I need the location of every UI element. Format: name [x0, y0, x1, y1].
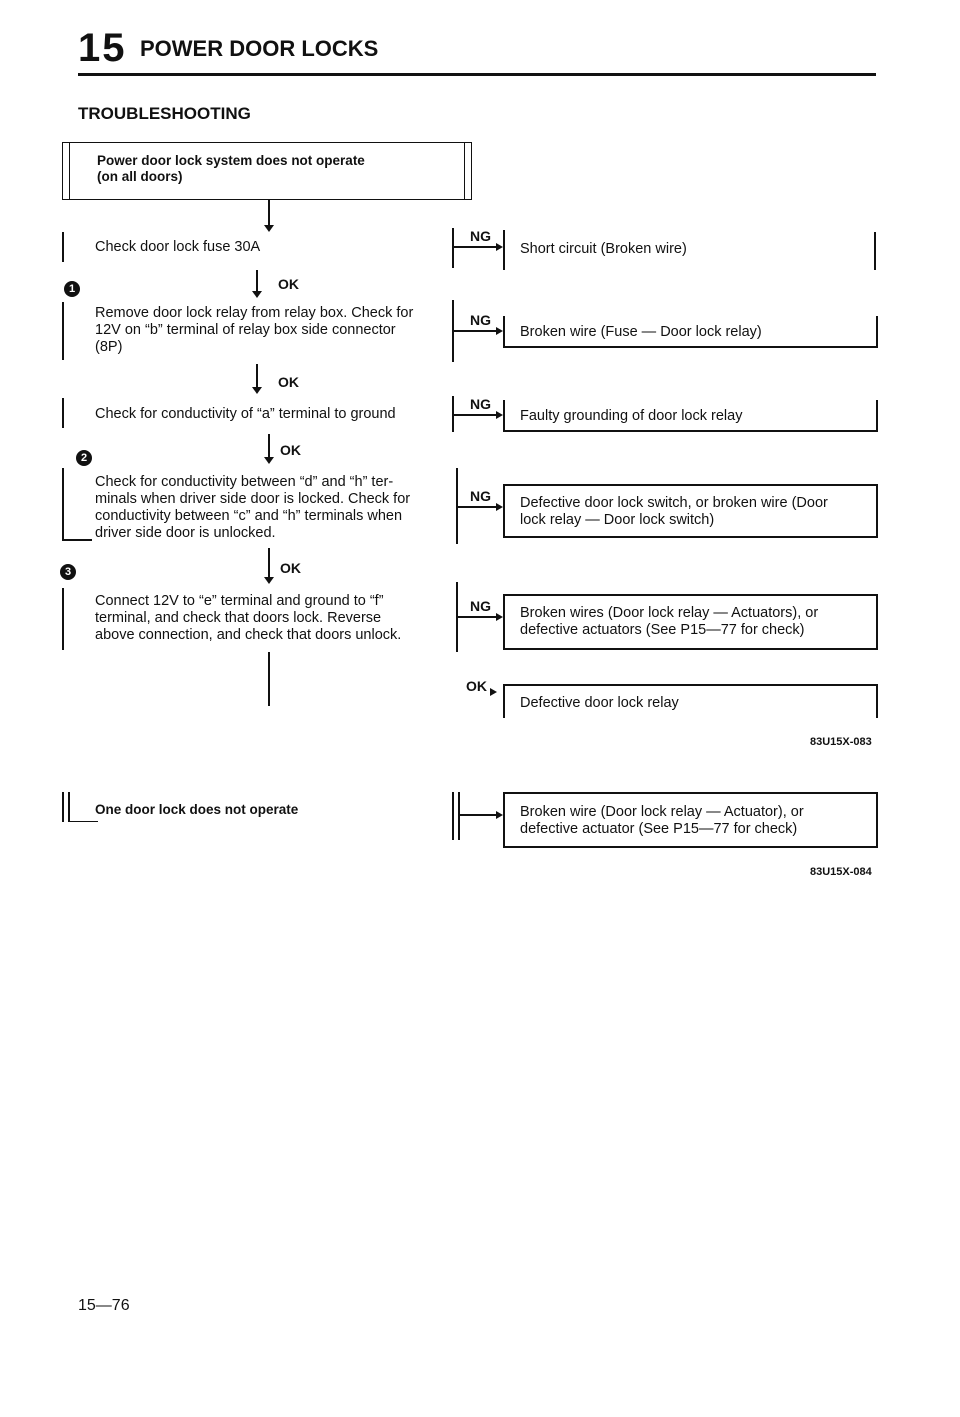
ng-arrowhead	[496, 243, 503, 251]
flow-arrow	[268, 548, 270, 578]
result-2-line: Broken wire (Fuse — Door lock relay)	[520, 324, 762, 340]
flow2-bracket-foot	[68, 821, 98, 822]
ng-arrowhead	[496, 503, 503, 511]
flow1-title-box	[62, 142, 472, 200]
result-3-line: Faulty grounding of door lock relay	[520, 408, 743, 424]
ng-connector	[453, 330, 497, 332]
ok-label: OK	[278, 276, 299, 292]
result-bracket-right	[874, 232, 876, 270]
result-4-box	[503, 484, 878, 538]
flow2-connector	[459, 814, 497, 816]
result-5-text	[520, 605, 818, 639]
ok-label: OK	[280, 442, 301, 458]
ng-connector	[453, 246, 497, 248]
step-1-text	[95, 239, 260, 256]
flow2-ng-bracket	[452, 792, 454, 840]
result-1-text	[520, 241, 687, 258]
flow-arrow	[256, 364, 258, 388]
step-4-text	[95, 474, 410, 542]
result-4-line: lock relay — Door lock switch)	[520, 512, 715, 528]
ng-arrowhead	[496, 411, 503, 419]
result-2-box	[503, 316, 878, 348]
step-bracket	[62, 468, 64, 540]
step-2-line: 12V on “b” terminal of relay box side connector	[95, 322, 396, 338]
flow-arrow	[268, 434, 270, 458]
ng-bracket	[452, 228, 454, 268]
flow-arrow	[256, 270, 258, 292]
ng-label: NG	[470, 228, 491, 244]
ng-arrowhead	[496, 327, 503, 335]
result-5-line: defective actuators (See P15—77 for check)	[520, 622, 805, 638]
figure-code-1: 83U15X-083	[810, 736, 872, 748]
page-number: 15—76	[78, 1297, 130, 1314]
chapter-title: POWER DOOR LOCKS	[140, 36, 379, 61]
flow2-result-line: defective actuator (See P15—77 for check)	[520, 821, 798, 837]
flow2-result-text	[520, 804, 804, 838]
step-bracket	[62, 232, 64, 262]
step-4-line: minals when driver side door is locked. Check for	[95, 491, 411, 507]
result-1-line: Short circuit (Broken wire)	[520, 241, 687, 257]
result-5-box	[503, 594, 878, 650]
final-ok-arrowhead	[490, 688, 497, 696]
step-2-text	[95, 305, 413, 356]
final-ok-line	[268, 652, 270, 706]
flow2-bracket-inner	[68, 792, 70, 822]
final-result-box	[503, 684, 878, 718]
step-marker-2: 2	[76, 450, 92, 466]
step-3-line: Check for conductivity of “a” terminal to ground	[95, 406, 396, 422]
ng-label: NG	[470, 598, 491, 614]
step-4-line: conductivity between “c” and “h” terminals when	[95, 508, 403, 524]
step-3-text	[95, 406, 396, 423]
step-2-line: (8P)	[95, 339, 123, 355]
flow2-arrowhead	[496, 811, 503, 819]
step-bracket	[62, 588, 64, 650]
step-bracket-foot	[62, 539, 92, 541]
chapter-number: 15	[78, 26, 127, 70]
final-ok-label: OK	[466, 678, 487, 694]
step-5-line: Connect 12V to “e” terminal and ground to “f”	[95, 593, 384, 609]
ok-label: OK	[280, 560, 301, 576]
ok-label: OK	[278, 374, 299, 390]
ng-label: NG	[470, 312, 491, 328]
flow-arrow	[268, 200, 270, 226]
step-1-line: Check door lock fuse 30A	[95, 239, 261, 255]
ng-label: NG	[470, 488, 491, 504]
step-bracket	[62, 302, 64, 360]
ng-connector	[457, 616, 497, 618]
result-4-text	[520, 495, 828, 529]
flow2-result-box	[503, 792, 878, 848]
final-result-text: Defective door lock relay	[520, 695, 679, 711]
ng-connector	[457, 506, 497, 508]
ng-label: NG	[470, 396, 491, 412]
flow2-bracket	[62, 792, 64, 822]
flow1-title-line2: (on all doors)	[97, 169, 183, 184]
ng-arrowhead	[496, 613, 503, 621]
step-bracket	[62, 398, 64, 428]
ng-connector	[453, 414, 497, 416]
flow2-result-line: Broken wire (Door lock relay — Actuator), or	[520, 804, 804, 820]
flow2-ng-bracket-inner	[458, 792, 460, 840]
result-3-box	[503, 400, 878, 432]
step-5-line: above connection, and check that doors unlock.	[95, 627, 402, 643]
flow1-title-line1: Power door lock system does not operate	[97, 153, 365, 168]
result-4-line: Defective door lock switch, or broken wire (Door	[520, 495, 828, 511]
result-5-line: Broken wires (Door lock relay — Actuators), or	[520, 605, 819, 621]
flow2-title: One door lock does not operate	[95, 802, 299, 817]
figure-code-2: 83U15X-084	[810, 866, 872, 878]
section-title: TROUBLESHOOTING	[78, 104, 251, 123]
step-5-line: terminal, and check that doors lock. Reverse	[95, 610, 382, 626]
result-bracket	[503, 230, 505, 270]
step-5-text	[95, 593, 401, 644]
step-4-line: driver side door is unlocked.	[95, 525, 276, 541]
step-marker-1: 1	[64, 281, 80, 297]
header-rule	[78, 73, 876, 76]
step-marker-3: 3	[60, 564, 76, 580]
step-4-line: Check for conductivity between “d” and “h” ter-	[95, 474, 394, 490]
step-2-line: Remove door lock relay from relay box. Check for	[95, 305, 414, 321]
